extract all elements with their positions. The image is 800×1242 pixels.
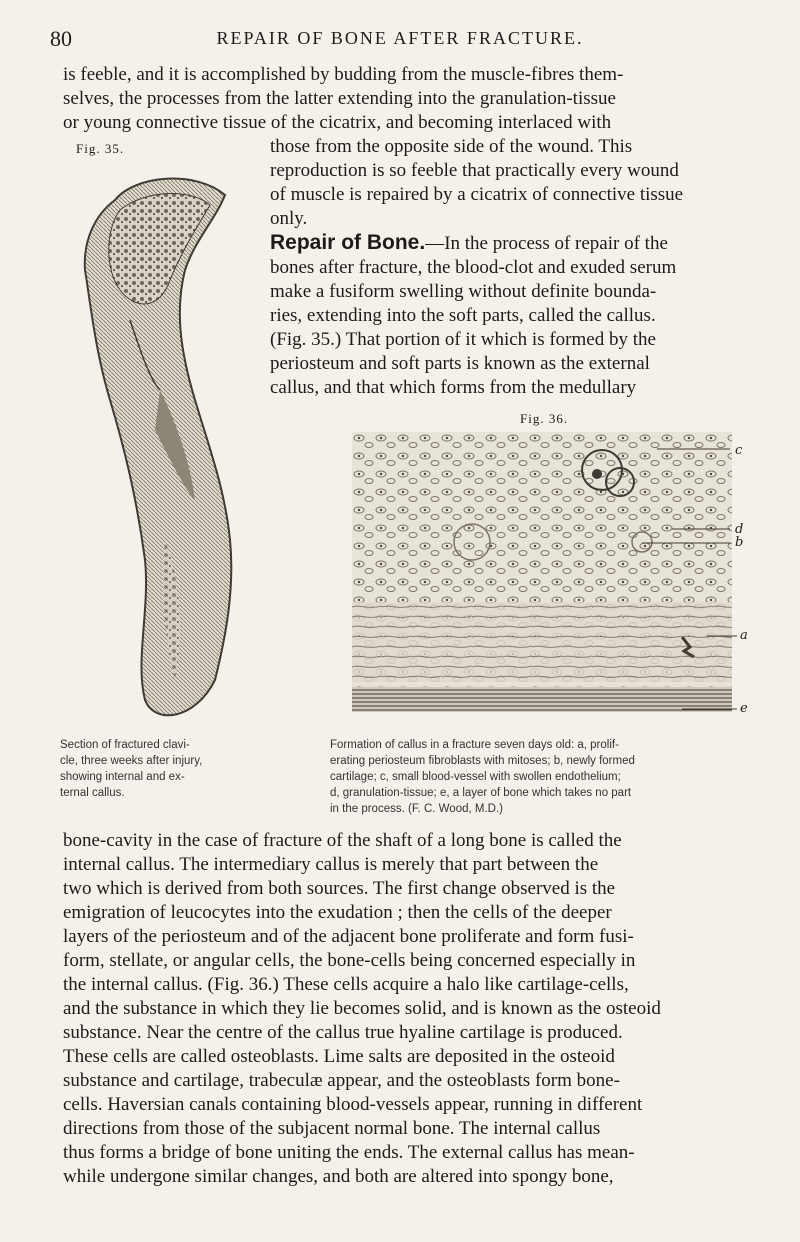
caption-line: Formation of callus in a fracture seven days old: a, prolif- <box>330 739 619 751</box>
text-line: cells. Haversian canals containing blood-vessels appear, running in different <box>63 1094 643 1115</box>
caption-line: ternal callus. <box>60 787 125 799</box>
caption-line: cle, three weeks after injury, <box>60 755 203 767</box>
figure-35-label: Fig. 35. <box>76 141 125 156</box>
text-line: bone-cavity in the case of fracture of the shaft of a long bone is called the <box>63 830 622 851</box>
caption-line: erating periosteum fibroblasts with mitoses; b, newly formed <box>330 755 635 767</box>
figure-36-letter-b: b <box>735 535 744 550</box>
text-line: bones after fracture, the blood-clot and exuded serum <box>270 257 677 278</box>
caption-line: cartilage; c, small blood-vessel with swollen endothelium; <box>330 771 621 783</box>
text-line: thus forms a bridge of bone uniting the ends. The external callus has mean- <box>63 1142 635 1163</box>
text-line: only. <box>270 208 308 229</box>
text-line: those from the opposite side of the wound. This <box>270 136 633 157</box>
text-line: callus, and that which forms from the medullary <box>270 377 637 398</box>
text-line: form, stellate, or angular cells, the bone-cells being concerned especially in <box>63 950 636 971</box>
text-line: is feeble, and it is accomplished by budding from the muscle-fibres them- <box>63 64 624 85</box>
figure-36-caption <box>330 737 770 817</box>
text-line: directions from those of the subjacent normal bone. The internal callus <box>63 1118 601 1139</box>
text-line: substance. Near the centre of the callus true hyaline cartilage is produced. <box>63 1022 623 1043</box>
figure-35-caption <box>60 737 265 801</box>
text-line: reproduction is so feeble that practically every wound <box>270 160 679 181</box>
text-line: two which is derived from both sources. The first change observed is the <box>63 878 616 899</box>
text-line: periosteum and soft parts is known as the external <box>270 353 650 374</box>
figure-36-illustration <box>352 432 752 732</box>
text-line: (Fig. 35.) That portion of it which is formed by the <box>270 329 656 350</box>
text-line: —In the process of repair of the <box>425 233 668 254</box>
caption-line: Section of fractured clavi- <box>60 739 190 751</box>
text-line: emigration of leucocytes into the exudation ; then the cells of the deeper <box>63 902 612 923</box>
caption-line: showing internal and ex- <box>60 771 185 783</box>
text-line: These cells are called osteoblasts. Lime salts are deposited in the osteoid <box>63 1046 615 1067</box>
text-line: or young connective tissue of the cicatrix, and becoming interlaced with <box>63 112 612 133</box>
text-line: and the substance in which they lie becomes solid, and is known as the osteoid <box>63 998 661 1019</box>
text-line: make a fusiform swelling without definite bounda- <box>270 281 657 302</box>
figure-36-label: Fig. 36. <box>520 411 569 426</box>
running-head: REPAIR OF BONE AFTER FRACTURE. <box>216 28 584 48</box>
text-line: while undergone similar changes, and both are altered into spongy bone, <box>63 1166 614 1187</box>
text-line: of muscle is repaired by a cicatrix of connective tissue <box>270 184 684 205</box>
section-heading: Repair of Bone. <box>270 231 426 254</box>
caption-line: in the process. (F. C. Wood, M.D.) <box>330 803 503 815</box>
text-line: selves, the processes from the latter extending into the granulation-tissue <box>63 88 616 109</box>
text-line: layers of the periosteum and of the adjacent bone proliferate and form fusi- <box>63 926 634 947</box>
figure-36-letter-a: a <box>740 628 748 643</box>
section-first-line <box>270 232 668 255</box>
figure-36-letter-c: c <box>735 443 743 458</box>
figure-35-illustration <box>75 160 275 730</box>
page-number: 80 <box>50 26 72 51</box>
text-line: the internal callus. (Fig. 36.) These cells acquire a halo like cartilage-cells, <box>63 974 629 995</box>
text-line: internal callus. The intermediary callus is merely that part between the <box>63 854 599 875</box>
caption-line: d, granulation-tissue; e, a layer of bone which takes no part <box>330 787 632 799</box>
text-line: substance and cartilage, trabeculæ appear, and the osteoblasts form bone- <box>63 1070 620 1091</box>
figure-36-letter-e: e <box>740 701 748 716</box>
figure-36-letter-d: d <box>735 522 744 537</box>
text-line: ries, extending into the soft parts, called the callus. <box>270 305 656 326</box>
